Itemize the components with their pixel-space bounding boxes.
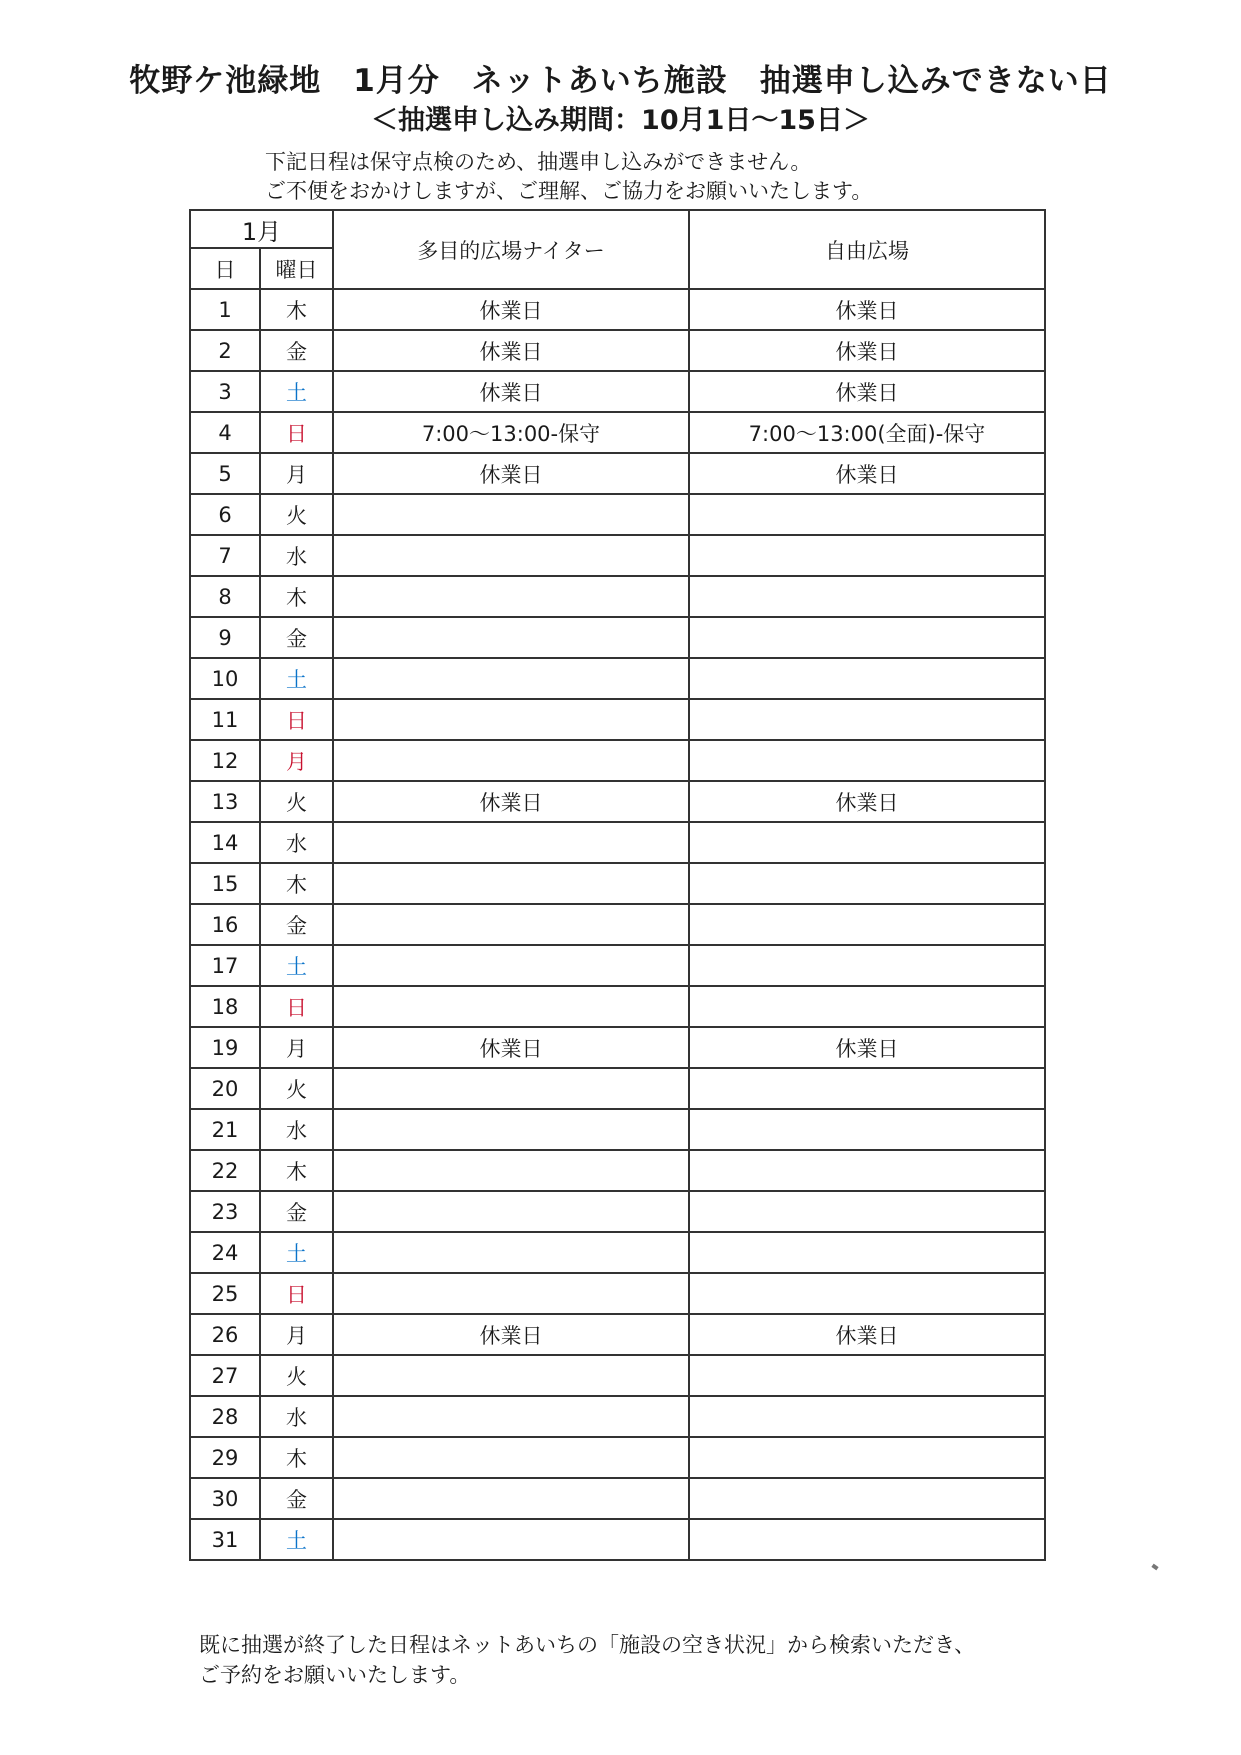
free-plaza-cell bbox=[689, 1150, 1045, 1191]
table-row bbox=[190, 1068, 1045, 1109]
table-row bbox=[190, 658, 1045, 699]
table-row bbox=[190, 289, 1045, 330]
day-cell: 2 bbox=[190, 330, 260, 371]
table-row bbox=[190, 986, 1045, 1027]
free-plaza-cell bbox=[689, 740, 1045, 781]
multipurpose-night-cell bbox=[333, 986, 689, 1027]
day-cell: 8 bbox=[190, 576, 260, 617]
free-plaza-cell bbox=[689, 1068, 1045, 1109]
multipurpose-night-cell: 休業日 bbox=[333, 289, 689, 330]
day-cell: 16 bbox=[190, 904, 260, 945]
table-row bbox=[190, 822, 1045, 863]
free-plaza-cell: 休業日 bbox=[689, 1314, 1045, 1355]
dow-cell: 木 bbox=[260, 1150, 333, 1191]
day-cell: 12 bbox=[190, 740, 260, 781]
free-plaza-cell: 休業日 bbox=[689, 289, 1045, 330]
dow-cell: 木 bbox=[260, 863, 333, 904]
multipurpose-night-cell bbox=[333, 863, 689, 904]
dow-cell: 月 bbox=[260, 1314, 333, 1355]
table-row bbox=[190, 494, 1045, 535]
table-row bbox=[190, 535, 1045, 576]
multipurpose-night-cell bbox=[333, 945, 689, 986]
dow-cell: 水 bbox=[260, 1396, 333, 1437]
dow-cell: 火 bbox=[260, 1355, 333, 1396]
dow-cell: 日 bbox=[260, 1273, 333, 1314]
dow-cell: 月 bbox=[260, 740, 333, 781]
free-plaza-cell bbox=[689, 945, 1045, 986]
free-plaza-cell bbox=[689, 699, 1045, 740]
col-header-multipurpose-night: 多目的広場ナイター bbox=[333, 210, 689, 289]
table-row bbox=[190, 453, 1045, 494]
table-row bbox=[190, 1437, 1045, 1478]
table-row bbox=[190, 863, 1045, 904]
day-cell: 7 bbox=[190, 535, 260, 576]
dow-cell: 水 bbox=[260, 1109, 333, 1150]
day-cell: 24 bbox=[190, 1232, 260, 1273]
day-cell: 26 bbox=[190, 1314, 260, 1355]
day-cell: 28 bbox=[190, 1396, 260, 1437]
notice-line-1: 下記日程は保守点検のため、抽選申し込みができません。 bbox=[265, 150, 812, 174]
day-cell: 22 bbox=[190, 1150, 260, 1191]
multipurpose-night-cell bbox=[333, 535, 689, 576]
free-plaza-cell: 休業日 bbox=[689, 330, 1045, 371]
dow-cell: 火 bbox=[260, 1068, 333, 1109]
table-row bbox=[190, 1150, 1045, 1191]
dow-cell: 金 bbox=[260, 1478, 333, 1519]
multipurpose-night-cell bbox=[333, 740, 689, 781]
table-row bbox=[190, 781, 1045, 822]
multipurpose-night-cell: 休業日 bbox=[333, 1314, 689, 1355]
free-plaza-cell bbox=[689, 1519, 1045, 1560]
month-label: 1月 bbox=[190, 210, 333, 248]
day-cell: 29 bbox=[190, 1437, 260, 1478]
free-plaza-cell bbox=[689, 576, 1045, 617]
multipurpose-night-cell bbox=[333, 904, 689, 945]
multipurpose-night-cell: 休業日 bbox=[333, 330, 689, 371]
schedule-body bbox=[190, 289, 1045, 1560]
schedule-table bbox=[189, 209, 1046, 1561]
footer-line-2: ご予約をお願いいたします。 bbox=[199, 1663, 471, 1687]
day-cell: 10 bbox=[190, 658, 260, 699]
dow-cell: 土 bbox=[260, 1232, 333, 1273]
day-cell: 27 bbox=[190, 1355, 260, 1396]
footer-note bbox=[199, 1630, 975, 1690]
free-plaza-cell bbox=[689, 658, 1045, 699]
multipurpose-night-cell bbox=[333, 1396, 689, 1437]
dow-cell: 金 bbox=[260, 330, 333, 371]
table-row bbox=[190, 1355, 1045, 1396]
multipurpose-night-cell bbox=[333, 1519, 689, 1560]
free-plaza-cell: 休業日 bbox=[689, 1027, 1045, 1068]
dow-header: 曜日 bbox=[260, 248, 333, 289]
footer-line-1: 既に抽選が終了した日程はネットあいちの「施設の空き状況」から検索いただき、 bbox=[199, 1633, 976, 1657]
free-plaza-cell: 休業日 bbox=[689, 371, 1045, 412]
dow-cell: 月 bbox=[260, 453, 333, 494]
day-cell: 25 bbox=[190, 1273, 260, 1314]
table-row bbox=[190, 1396, 1045, 1437]
free-plaza-cell bbox=[689, 1191, 1045, 1232]
free-plaza-cell bbox=[689, 535, 1045, 576]
multipurpose-night-cell bbox=[333, 822, 689, 863]
day-cell: 15 bbox=[190, 863, 260, 904]
dow-cell: 木 bbox=[260, 1437, 333, 1478]
table-row bbox=[190, 371, 1045, 412]
multipurpose-night-cell: 休業日 bbox=[333, 371, 689, 412]
dow-cell: 土 bbox=[260, 945, 333, 986]
dow-cell: 土 bbox=[260, 371, 333, 412]
dow-cell: 日 bbox=[260, 412, 333, 453]
day-cell: 4 bbox=[190, 412, 260, 453]
day-header: 日 bbox=[190, 248, 260, 289]
header-row-1 bbox=[190, 210, 1045, 248]
multipurpose-night-cell bbox=[333, 1273, 689, 1314]
day-cell: 6 bbox=[190, 494, 260, 535]
table-row bbox=[190, 1191, 1045, 1232]
free-plaza-cell bbox=[689, 863, 1045, 904]
free-plaza-cell: 7:00～13:00(全面)-保守 bbox=[689, 412, 1045, 453]
multipurpose-night-cell bbox=[333, 576, 689, 617]
multipurpose-night-cell: 休業日 bbox=[333, 781, 689, 822]
free-plaza-cell bbox=[689, 617, 1045, 658]
day-cell: 5 bbox=[190, 453, 260, 494]
free-plaza-cell bbox=[689, 494, 1045, 535]
table-row bbox=[190, 1273, 1045, 1314]
page-title: 牧野ケ池緑地 1月分 ネットあいち施設 抽選申し込みできない日 bbox=[129, 63, 1112, 99]
table-row bbox=[190, 1519, 1045, 1560]
multipurpose-night-cell bbox=[333, 494, 689, 535]
free-plaza-cell bbox=[689, 1232, 1045, 1273]
free-plaza-cell: 休業日 bbox=[689, 781, 1045, 822]
table-row bbox=[190, 576, 1045, 617]
free-plaza-cell: 休業日 bbox=[689, 453, 1045, 494]
multipurpose-night-cell bbox=[333, 1355, 689, 1396]
dow-cell: 金 bbox=[260, 617, 333, 658]
table-row bbox=[190, 699, 1045, 740]
day-cell: 3 bbox=[190, 371, 260, 412]
multipurpose-night-cell: 休業日 bbox=[333, 1027, 689, 1068]
dow-cell: 日 bbox=[260, 986, 333, 1027]
free-plaza-cell bbox=[689, 904, 1045, 945]
dow-cell: 水 bbox=[260, 535, 333, 576]
dow-cell: 火 bbox=[260, 494, 333, 535]
free-plaza-cell bbox=[689, 1437, 1045, 1478]
multipurpose-night-cell: 7:00～13:00-保守 bbox=[333, 412, 689, 453]
table-row bbox=[190, 904, 1045, 945]
table-row bbox=[190, 1314, 1045, 1355]
table-row bbox=[190, 1478, 1045, 1519]
free-plaza-cell bbox=[689, 1273, 1045, 1314]
notice-line-2: ご不便をおかけしますが、ご理解、ご協力をお願いいたします。 bbox=[265, 179, 873, 203]
free-plaza-cell bbox=[689, 986, 1045, 1027]
multipurpose-night-cell bbox=[333, 1478, 689, 1519]
dow-cell: 木 bbox=[260, 289, 333, 330]
dow-cell: 木 bbox=[260, 576, 333, 617]
dow-cell: 月 bbox=[260, 1027, 333, 1068]
free-plaza-cell bbox=[689, 1478, 1045, 1519]
day-cell: 19 bbox=[190, 1027, 260, 1068]
dow-cell: 火 bbox=[260, 781, 333, 822]
table-row bbox=[190, 740, 1045, 781]
table-row bbox=[190, 1232, 1045, 1273]
day-cell: 13 bbox=[190, 781, 260, 822]
day-cell: 9 bbox=[190, 617, 260, 658]
day-cell: 21 bbox=[190, 1109, 260, 1150]
free-plaza-cell bbox=[689, 1109, 1045, 1150]
day-cell: 18 bbox=[190, 986, 260, 1027]
table-row bbox=[190, 1027, 1045, 1068]
table-row bbox=[190, 1109, 1045, 1150]
multipurpose-night-cell bbox=[333, 1437, 689, 1478]
multipurpose-night-cell bbox=[333, 1150, 689, 1191]
multipurpose-night-cell bbox=[333, 1191, 689, 1232]
multipurpose-night-cell bbox=[333, 617, 689, 658]
free-plaza-cell bbox=[689, 1355, 1045, 1396]
free-plaza-cell bbox=[689, 1396, 1045, 1437]
dow-cell: 金 bbox=[260, 904, 333, 945]
free-plaza-cell bbox=[689, 822, 1045, 863]
day-cell: 17 bbox=[190, 945, 260, 986]
notice bbox=[265, 148, 872, 206]
dow-cell: 土 bbox=[260, 1519, 333, 1560]
multipurpose-night-cell bbox=[333, 1109, 689, 1150]
table-row bbox=[190, 330, 1045, 371]
day-cell: 11 bbox=[190, 699, 260, 740]
scan-speck bbox=[1151, 1564, 1158, 1571]
dow-cell: 水 bbox=[260, 822, 333, 863]
day-cell: 1 bbox=[190, 289, 260, 330]
table-row bbox=[190, 945, 1045, 986]
day-cell: 23 bbox=[190, 1191, 260, 1232]
day-cell: 31 bbox=[190, 1519, 260, 1560]
page-subtitle: ＜抽選申し込み期間：10月1日～15日＞ bbox=[371, 105, 870, 136]
multipurpose-night-cell bbox=[333, 1232, 689, 1273]
col-header-free-plaza: 自由広場 bbox=[689, 210, 1045, 289]
multipurpose-night-cell: 休業日 bbox=[333, 453, 689, 494]
day-cell: 30 bbox=[190, 1478, 260, 1519]
table-row bbox=[190, 412, 1045, 453]
multipurpose-night-cell bbox=[333, 658, 689, 699]
dow-cell: 土 bbox=[260, 658, 333, 699]
day-cell: 20 bbox=[190, 1068, 260, 1109]
day-cell: 14 bbox=[190, 822, 260, 863]
multipurpose-night-cell bbox=[333, 1068, 689, 1109]
dow-cell: 日 bbox=[260, 699, 333, 740]
dow-cell: 金 bbox=[260, 1191, 333, 1232]
table-row bbox=[190, 617, 1045, 658]
multipurpose-night-cell bbox=[333, 699, 689, 740]
